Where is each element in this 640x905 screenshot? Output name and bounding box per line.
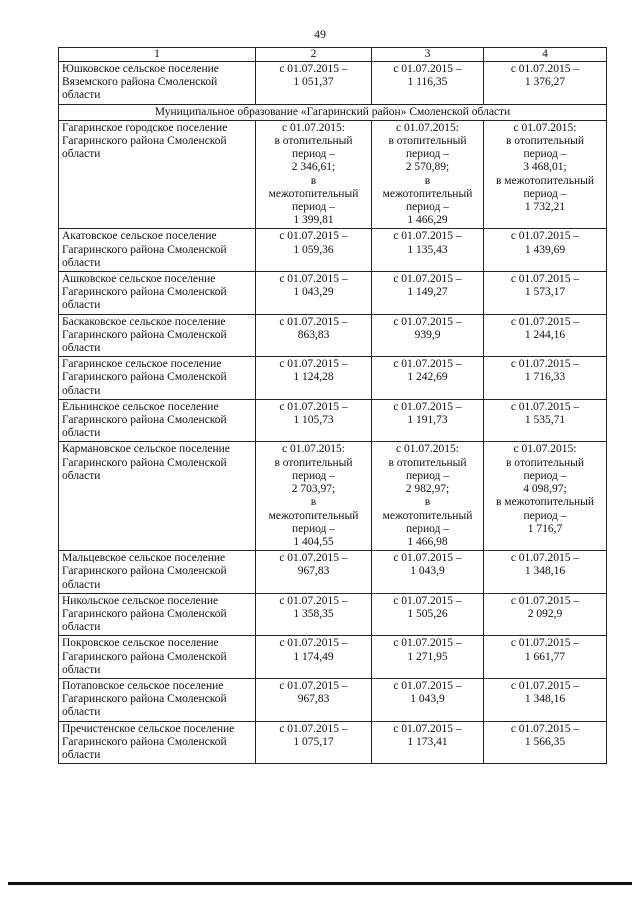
table-row <box>59 442 607 551</box>
tariff-value-col2: с 01.07.2015 – 967,83 <box>256 678 372 721</box>
table-row <box>59 551 607 594</box>
tariff-value-col3: с 01.07.2015 – 939,9 <box>372 314 484 357</box>
tariff-value-col4: с 01.07.2015 – 1 244,16 <box>484 314 607 357</box>
settlement-name: Гагаринское городское поселение Гагаринского района Смоленской области <box>59 120 256 229</box>
tariff-value-col3: с 01.07.2015 – 1 043,9 <box>372 551 484 594</box>
section-row <box>59 104 607 120</box>
column-number: 2 <box>256 48 372 62</box>
table-body-top <box>59 62 607 105</box>
table-row <box>59 272 607 315</box>
tariff-value-col2: с 01.07.2015 – 1 059,36 <box>256 229 372 272</box>
table-row <box>59 314 607 357</box>
tariff-value-col2: с 01.07.2015 – 863,83 <box>256 314 372 357</box>
tariff-value-col4: с 01.07.2015 – 1 376,27 <box>484 62 607 105</box>
settlement-name: Кармановское сельское поселение Гагаринского района Смоленской области <box>59 442 256 551</box>
settlement-name: Никольское сельское поселение Гагаринского района Смоленской области <box>59 593 256 636</box>
tariff-value-col2: с 01.07.2015: в отопительный период – 2 346,61; в межотопительный период – 1 399,81 <box>256 120 372 229</box>
tariff-value-col2: с 01.07.2015 – 1 051,37 <box>256 62 372 105</box>
section-title: Муниципальное образование «Гагаринский район» Смоленской области <box>59 104 607 120</box>
settlement-name: Баскаковское сельское поселение Гагаринского района Смоленской области <box>59 314 256 357</box>
page-number: 49 <box>314 27 326 41</box>
tariff-value-col4: с 01.07.2015 – 1 716,33 <box>484 357 607 400</box>
tariff-value-col4: с 01.07.2015 – 1 348,16 <box>484 678 607 721</box>
column-number: 4 <box>484 48 607 62</box>
settlement-name: Гагаринское сельское поселение Гагаринского района Смоленской области <box>59 357 256 400</box>
tariff-value-col2: с 01.07.2015 – 1 174,49 <box>256 636 372 679</box>
tariff-value-col3: с 01.07.2015 – 1 191,73 <box>372 399 484 442</box>
table-row <box>59 678 607 721</box>
settlement-name: Ашковское сельское поселение Гагаринского района Смоленской области <box>59 272 256 315</box>
settlement-name: Пречистенское сельское поселение Гагаринского района Смоленской области <box>59 721 256 764</box>
tariff-value-col4: с 01.07.2015: в отопительный период – 3 468,01; в межотопительный период – 1 732,21 <box>484 120 607 229</box>
column-number: 3 <box>372 48 484 62</box>
tariff-value-col3: с 01.07.2015 – 1 149,27 <box>372 272 484 315</box>
tariff-value-col3: с 01.07.2015 – 1 271,95 <box>372 636 484 679</box>
settlement-name: Ельнинское сельское поселение Гагаринского района Смоленской области <box>59 399 256 442</box>
settlement-name: Акатовское сельское поселение Гагаринского района Смоленской области <box>59 229 256 272</box>
tariff-value-col4: с 01.07.2015 – 1 566,35 <box>484 721 607 764</box>
table-row <box>59 62 607 105</box>
section-block <box>59 104 607 120</box>
table-row <box>59 593 607 636</box>
tariff-value-col2: с 01.07.2015 – 1 105,73 <box>256 399 372 442</box>
settlement-name: Покровское сельское поселение Гагаринского района Смоленской области <box>59 636 256 679</box>
tariff-value-col2: с 01.07.2015 – 1 043,29 <box>256 272 372 315</box>
tariff-value-col4: с 01.07.2015 – 1 661,77 <box>484 636 607 679</box>
tariff-value-col2: с 01.07.2015 – 967,83 <box>256 551 372 594</box>
tariff-value-col2: с 01.07.2015 – 1 358,35 <box>256 593 372 636</box>
table-row <box>59 636 607 679</box>
bottom-rule <box>8 882 632 885</box>
tariff-value-col4: с 01.07.2015: в отопительный период – 4 098,97; в межотопительный период – 1 716,7 <box>484 442 607 551</box>
tariff-value-col2: с 01.07.2015 – 1 075,17 <box>256 721 372 764</box>
tariff-value-col4: с 01.07.2015 – 1 573,17 <box>484 272 607 315</box>
tariff-value-col2: с 01.07.2015: в отопительный период – 2 703,97; в межотопительный период – 1 404,55 <box>256 442 372 551</box>
tariff-value-col4: с 01.07.2015 – 1 348,16 <box>484 551 607 594</box>
table-body-main <box>59 120 607 763</box>
tariff-value-col3: с 01.07.2015 – 1 135,43 <box>372 229 484 272</box>
table-row <box>59 399 607 442</box>
table-row <box>59 357 607 400</box>
table-row <box>59 721 607 764</box>
tariff-value-col4: с 01.07.2015 – 1 535,71 <box>484 399 607 442</box>
column-number: 1 <box>59 48 256 62</box>
tariff-value-col3: с 01.07.2015 – 1 505,26 <box>372 593 484 636</box>
tariff-value-col3: с 01.07.2015 – 1 242,69 <box>372 357 484 400</box>
tariff-table <box>58 47 607 764</box>
settlement-name: Потаповское сельское поселение Гагаринского района Смоленской области <box>59 678 256 721</box>
tariff-value-col4: с 01.07.2015 – 2 092,9 <box>484 593 607 636</box>
tariff-value-col2: с 01.07.2015 – 1 124,28 <box>256 357 372 400</box>
table-row <box>59 229 607 272</box>
settlement-name: Мальцевское сельское поселение Гагаринского района Смоленской области <box>59 551 256 594</box>
tariff-value-col3: с 01.07.2015 – 1 043,9 <box>372 678 484 721</box>
settlement-name: Юшковское сельское поселение Вяземского района Смоленской области <box>59 62 256 105</box>
tariff-value-col4: с 01.07.2015 – 1 439,69 <box>484 229 607 272</box>
tariff-value-col3: с 01.07.2015 – 1 116,35 <box>372 62 484 105</box>
tariff-value-col3: с 01.07.2015: в отопительный период – 2 982,97; в межотопительный период – 1 466,98 <box>372 442 484 551</box>
column-number-row <box>59 48 607 62</box>
tariff-value-col3: с 01.07.2015: в отопительный период – 2 570,89; в межотопительный период – 1 466,29 <box>372 120 484 229</box>
tariff-value-col3: с 01.07.2015 – 1 173,41 <box>372 721 484 764</box>
table-row <box>59 120 607 229</box>
